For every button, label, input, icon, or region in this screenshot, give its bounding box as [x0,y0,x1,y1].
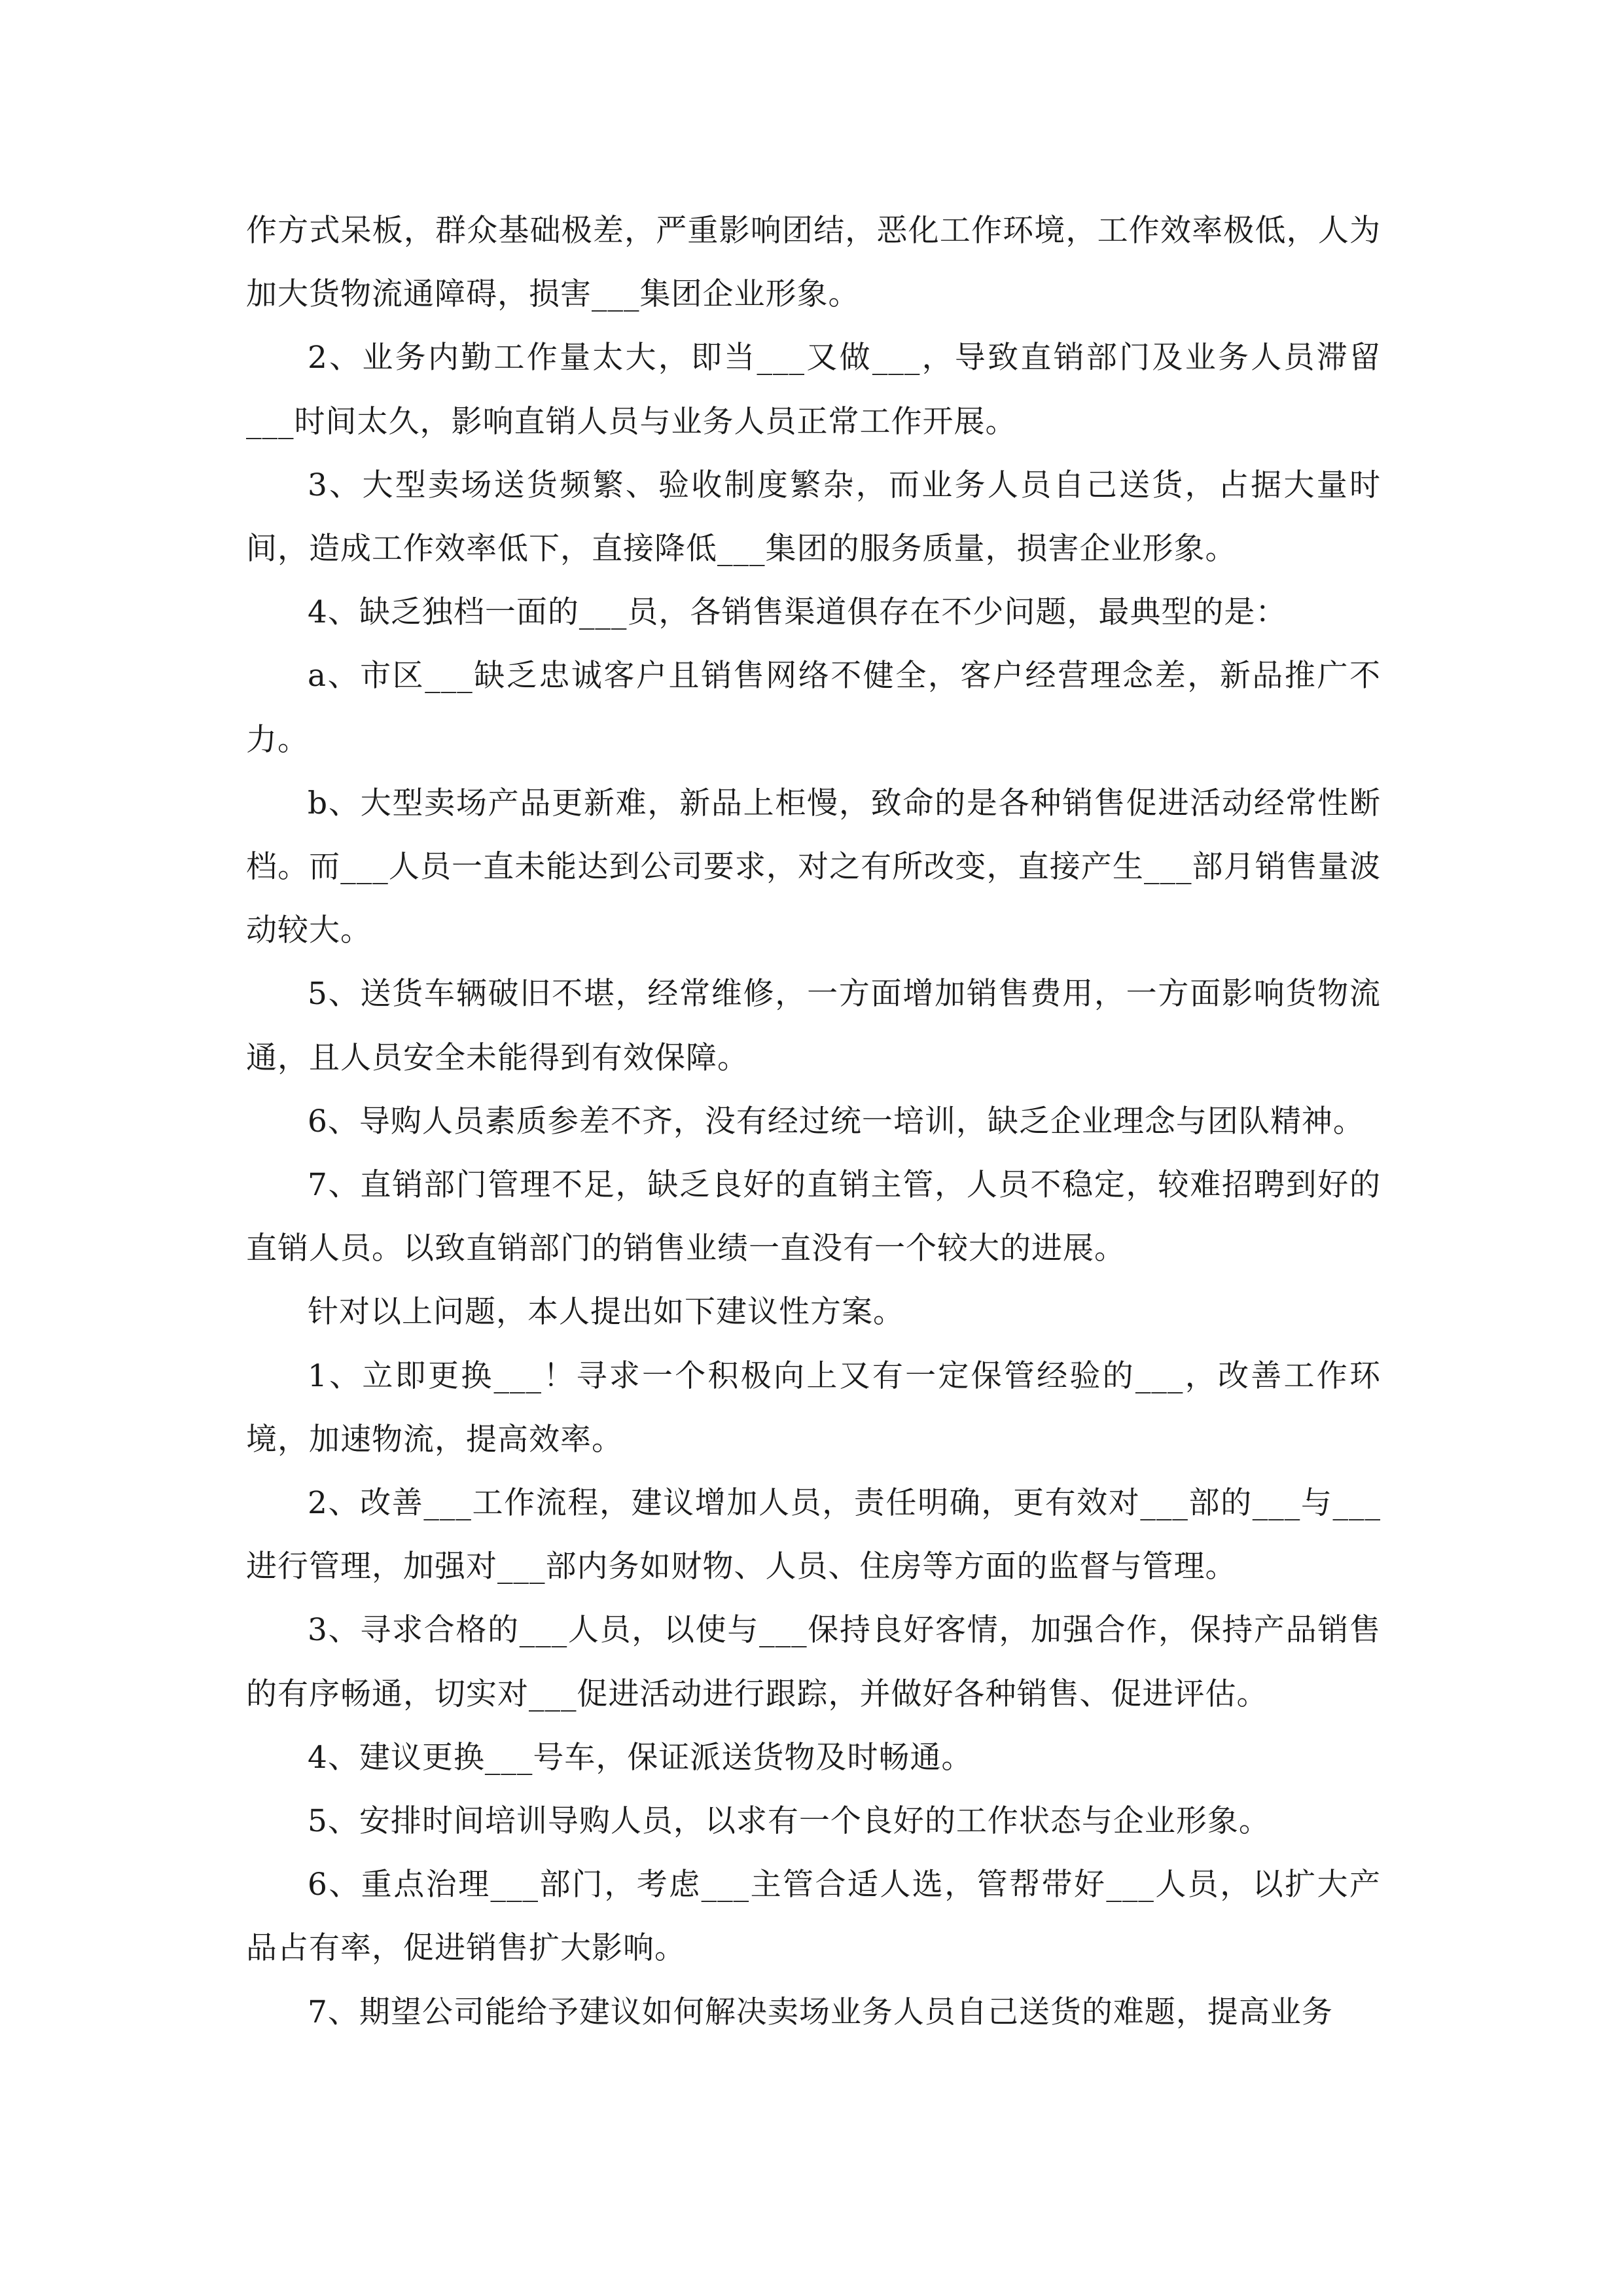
paragraph-item-3: 3、大型卖场送货频繁、验收制度繁杂，而业务人员自己送货，占据大量时间，造成工作效率低下，直接降低___集团的服务质量，损害企业形象。 [246,467,1381,567]
paragraph-item-7: 7、直销部门管理不足，缺乏良好的直销主管，人员不稳定，较难招聘到好的直销人员。以致直销部门的销售业绩一直没有一个较大的进展。 [246,1167,1381,1267]
paragraph-continued: 作方式呆板，群众基础极差，严重影响团结，恶化工作环境，工作效率极低，人为加大货物流通障碍，损害___集团企业形象。 [246,213,1381,313]
paragraph-proposal-1: 1、立即更换___！寻求一个积极向上又有一定保管经验的___，改善工作环境，加速物流，提高效率。 [246,1357,1381,1458]
paragraph-proposal-2: 2、改善___工作流程，建议增加人员，责任明确，更有效对___部的___与___进行管理，加强对___部内务如财物、人员、住房等方面的监督与管理。 [246,1485,1381,1585]
paragraph-proposal-6: 6、重点治理___部门，考虑___主管合适人选，管帮带好___人员，以扩大产品占有率，促进销售扩大影响。 [246,1867,1381,1967]
paragraph-item-2: 2、业务内勤工作量太大，即当___又做___，导致直销部门及业务人员滞留___时间太久，影响直销人员与业务人员正常工作开展。 [246,340,1381,440]
paragraph-proposal-5: 5、安排时间培训导购人员，以求有一个良好的工作状态与企业形象。 [308,1803,1270,1840]
paragraph-item-a: a、市区___缺乏忠诚客户且销售网络不健全，客户经营理念差，新品推广不力。 [246,658,1381,758]
paragraph-proposal-4: 4、建议更换___号车，保证派送货物及时畅通。 [308,1739,973,1776]
document-body [246,199,1381,2044]
paragraph-proposal-intro: 针对以上问题，本人提出如下建议性方案。 [308,1294,904,1331]
paragraph-item-4: 4、缺乏独档一面的___员，各销售渠道俱存在不少问题，最典型的是： [308,594,1287,631]
paragraph-proposal-3: 3、寻求合格的___人员，以使与___保持良好客情，加强合作，保持产品销售的有序畅通，切实对___促进活动进行跟踪，并做好各种销售、促进评估。 [246,1612,1381,1712]
paragraph-item-6: 6、导购人员素质参差不齐，没有经过统一培训，缺乏企业理念与团队精神。 [308,1103,1364,1139]
paragraph-proposal-7: 7、期望公司能给予建议如何解决卖场业务人员自己送货的难题，提高业务 [308,1994,1333,2030]
paragraph-item-b: b、大型卖场产品更新难，新品上柜慢，致命的是各种销售促进活动经常性断档。而___人员一直未能达到公司要求，对之有所改变，直接产生___部月销售量波动较大。 [246,785,1381,949]
paragraph-item-5: 5、送货车辆破旧不堪，经常维修，一方面增加销售费用，一方面影响货物流通，且人员安全未能得到有效保障。 [246,976,1381,1076]
